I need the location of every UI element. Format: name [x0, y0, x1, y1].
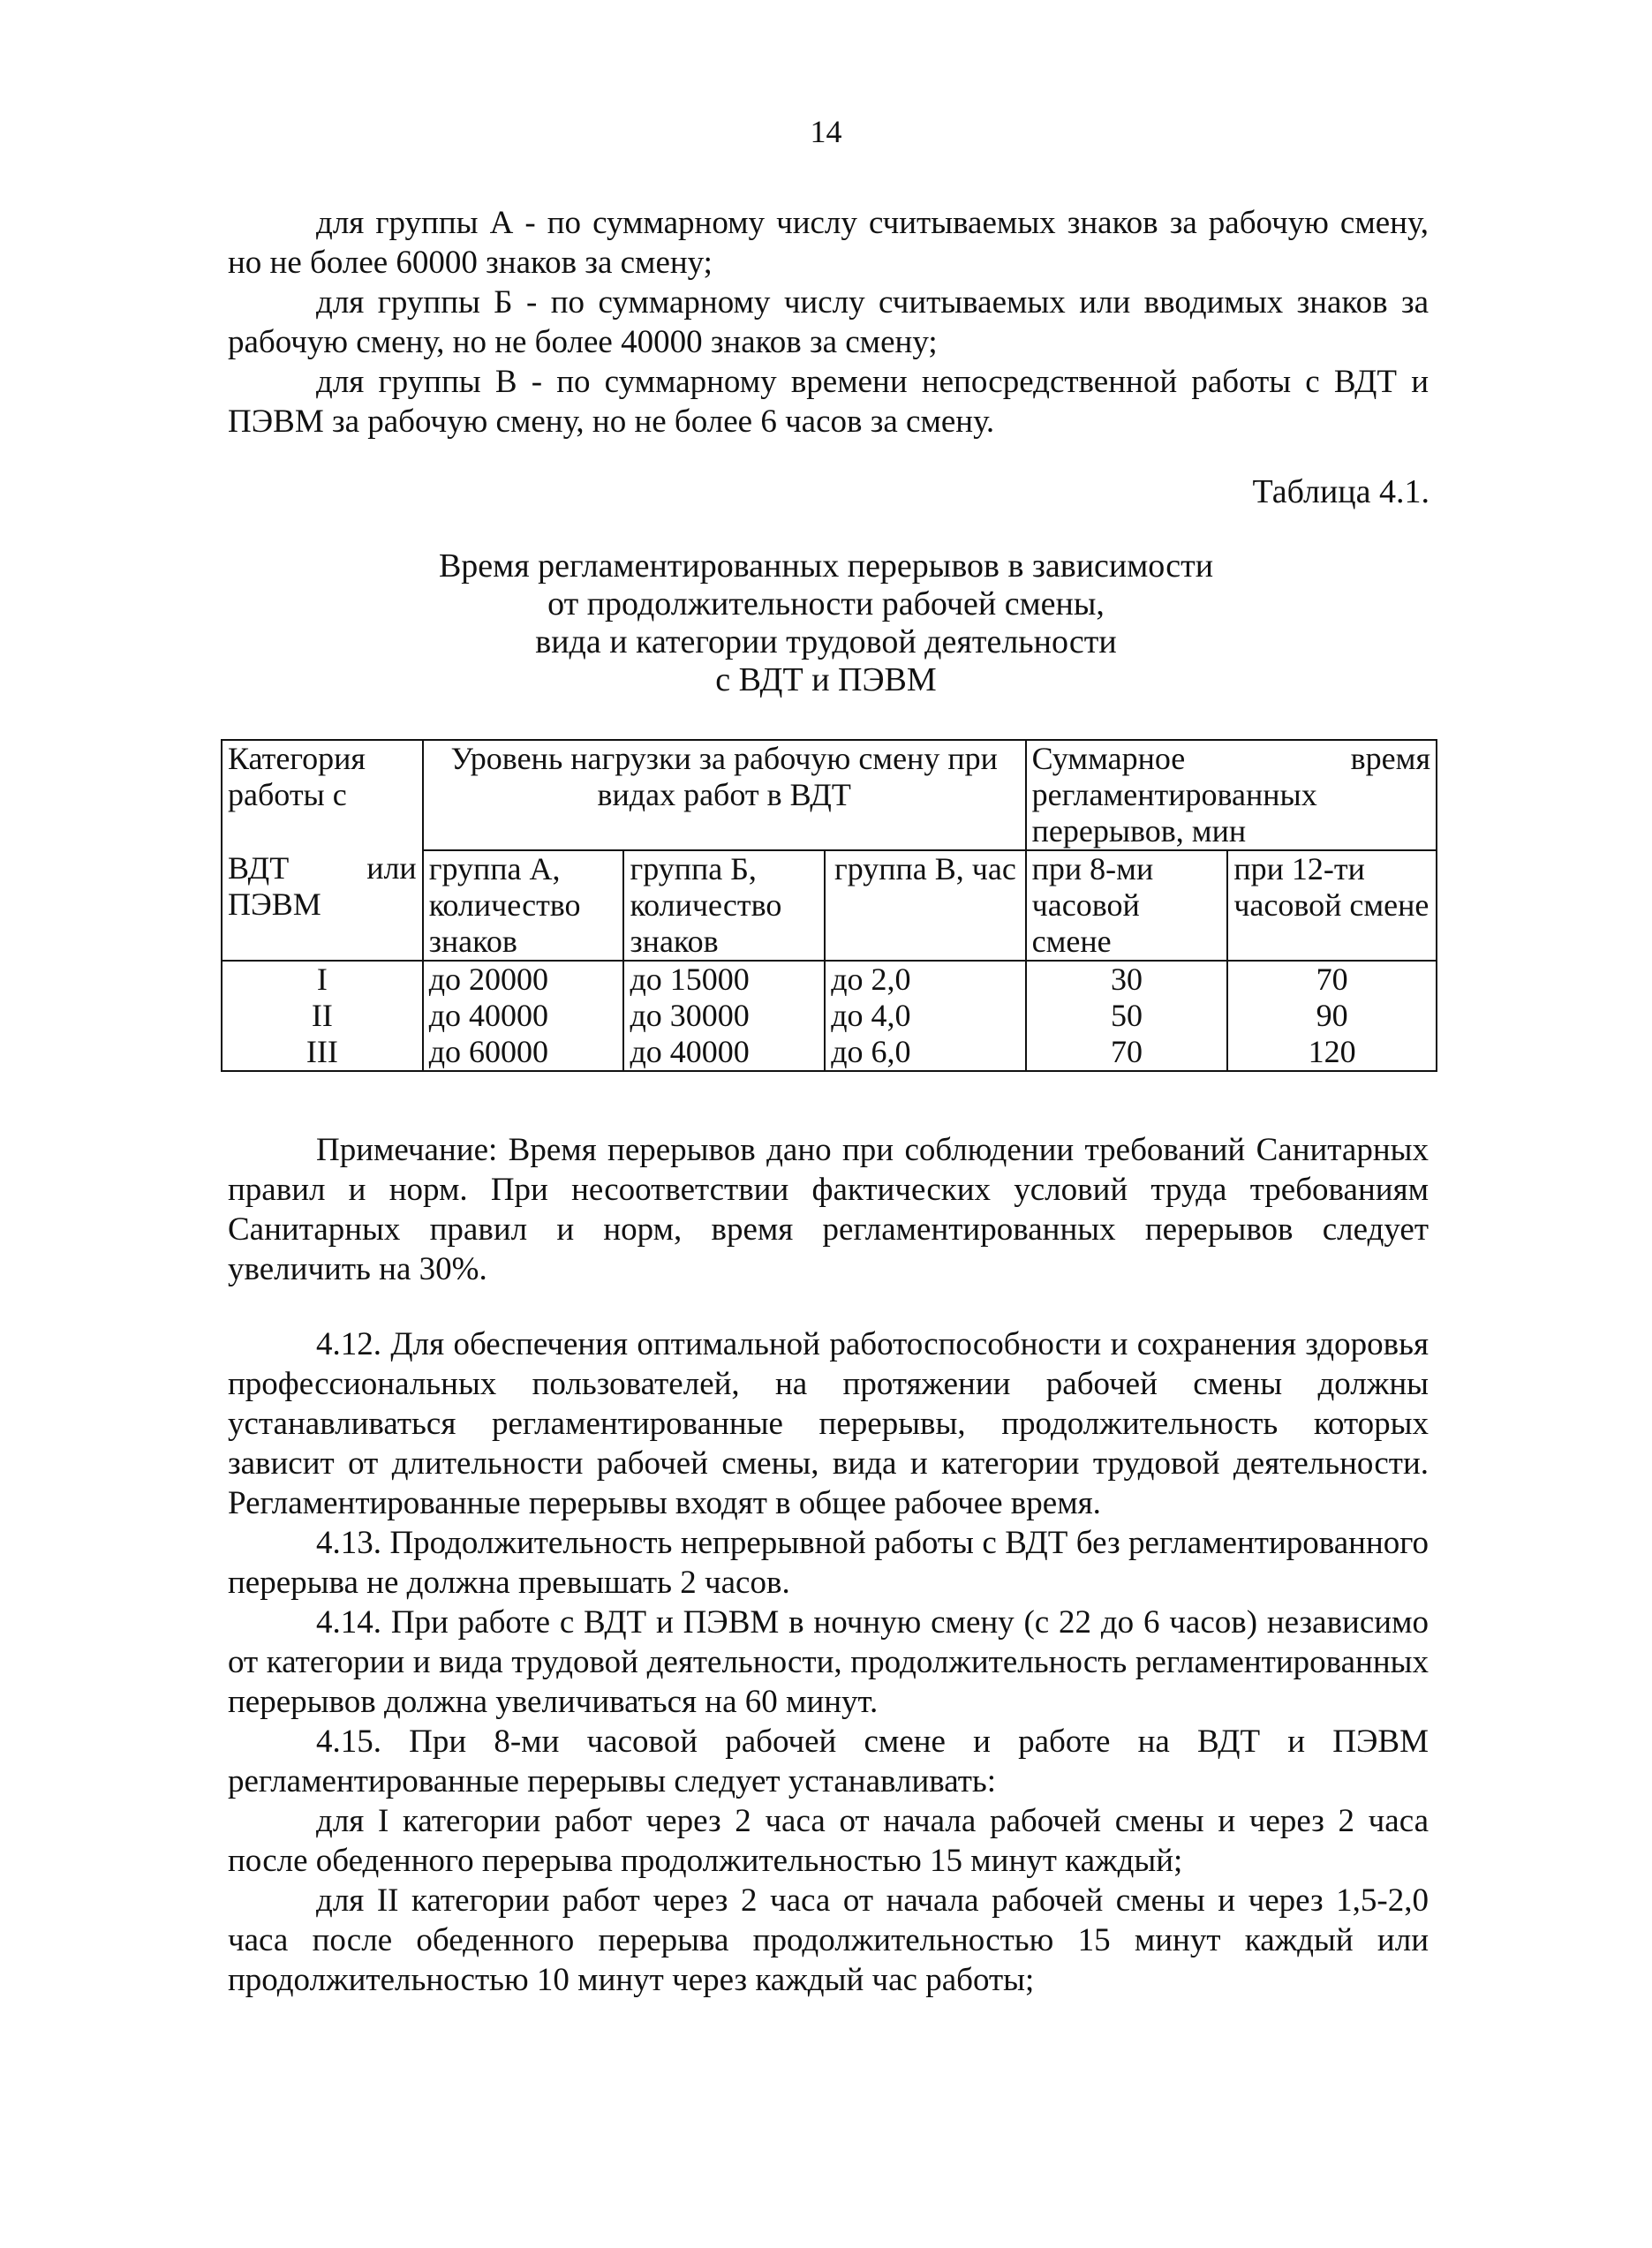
paragraph-category-1: для I категории работ через 2 часа от начала рабочей смены и через 2 часа после обеденного перерыва продолжительностью 15 минут каждый; [228, 1803, 1429, 1879]
cell-group-v: до 4,0 [825, 998, 1025, 1034]
cell-total-12h: 90 [1227, 998, 1437, 1034]
header-category-or: или [366, 850, 417, 886]
cell-total-8h: 30 [1026, 961, 1228, 998]
paragraph-4-15: 4.15. При 8-ми часовой рабочей смене и работе на ВДТ и ПЭВМ регламентированные перерывы следует устанавливать: [228, 1724, 1429, 1799]
cell-total-8h: 70 [1026, 1034, 1228, 1071]
body-block [228, 1324, 1429, 2000]
cell-category: I [222, 961, 423, 998]
table-title-line: вида и категории трудовой деятельности [535, 623, 1117, 660]
cell-total-8h: 50 [1026, 998, 1228, 1034]
intro-group-a: для группы А - по суммарному числу считываемых знаков за рабочую смену, но не более 60000 знаков за смену; [228, 205, 1429, 281]
header-category-top: Категория работы с [222, 740, 423, 850]
intro-block [228, 203, 1429, 441]
cell-group-a: до 40000 [423, 998, 624, 1034]
table-title-line: Время регламентированных перерывов в зависимости [438, 547, 1214, 585]
table-title-line: с ВДТ и ПЭВМ [715, 661, 937, 698]
header-load: Уровень нагрузки за рабочую смену при видах работ в ВДТ [423, 740, 1026, 850]
paragraph-4-12: 4.12. Для обеспечения оптимальной работоспособности и сохранения здоровья профессиональных пользователей, на протяжении рабочей смены должны устанавливаться регламентированные перерывы, продолжительность которых зависит от длительности рабочей смены, вида и категории трудовой деятельности. Регламентированные перерывы входят в общее рабочее время. [228, 1326, 1429, 1521]
cell-group-v: до 6,0 [825, 1034, 1025, 1071]
table-label: Таблица 4.1. [1252, 473, 1429, 510]
header-group-v: группа В, час [825, 850, 1025, 961]
paragraph-4-14: 4.14. При работе с ВДТ и ПЭВМ в ночную смену (с 22 до 6 часов) независимо от категории и вида трудовой деятельности, продолжительность регламентированных перерывов должна увеличиваться на 60 минут. [228, 1604, 1429, 1720]
table-subheader-row [222, 850, 1437, 961]
table-title [0, 547, 1652, 699]
intro-group-b: для группы Б - по суммарному числу считываемых или вводимых знаков за рабочую смену, но не более 40000 знаков за смену; [228, 284, 1429, 360]
table-row [222, 961, 1437, 998]
header-category-pevm: ПЭВМ [228, 886, 321, 922]
header-group-b: группа Б, количество знаков [623, 850, 825, 961]
cell-group-b: до 40000 [623, 1034, 825, 1071]
cell-group-a: до 20000 [423, 961, 624, 998]
note-block [228, 1130, 1429, 1289]
header-8h: при 8-ми часовой смене [1026, 850, 1228, 961]
paragraph-4-13: 4.13. Продолжительность непрерывной работы с ВДТ без регламентированного перерыва не должна превышать 2 часов. [228, 1525, 1429, 1601]
header-category-vdt: ВДТ [228, 850, 290, 886]
cell-category: III [222, 1034, 423, 1071]
table-row [222, 1034, 1437, 1071]
cell-group-v: до 2,0 [825, 961, 1025, 998]
note-text: Примечание: Время перерывов дано при соблюдении требований Санитарных правил и норм. При несоответствии фактических условий труда требованиям Санитарных правил и норм, время регламентированных перерывов следует увеличить на 30%. [228, 1132, 1429, 1287]
header-12h: при 12-ти часовой смене [1227, 850, 1437, 961]
intro-group-v: для группы В - по суммарному времени непосредственной работы с ВДТ и ПЭВМ за рабочую смену, но не более 6 часов за смену. [228, 364, 1429, 440]
header-category-bottom [222, 850, 423, 961]
cell-total-12h: 120 [1227, 1034, 1437, 1071]
table-header-row [222, 740, 1437, 850]
cell-group-b: до 15000 [623, 961, 825, 998]
header-total: Суммарное время регламентированных перерывов, мин [1026, 740, 1437, 850]
page-number: 14 [810, 114, 842, 149]
cell-total-12h: 70 [1227, 961, 1437, 998]
header-group-a: группа А, количество знаков [423, 850, 624, 961]
cell-group-a: до 60000 [423, 1034, 624, 1071]
breaks-table [221, 739, 1437, 1072]
paragraph-category-2: для II категории работ через 2 часа от начала рабочей смены и через 1,5-2,0 часа после обеденного перерыва продолжительностью 15 минут каждый или продолжительностью 10 минут через каждый час работы; [228, 1882, 1429, 1998]
cell-category: II [222, 998, 423, 1034]
table-title-line: от продолжительности рабочей смены, [547, 585, 1105, 622]
cell-group-b: до 30000 [623, 998, 825, 1034]
table-row [222, 998, 1437, 1034]
